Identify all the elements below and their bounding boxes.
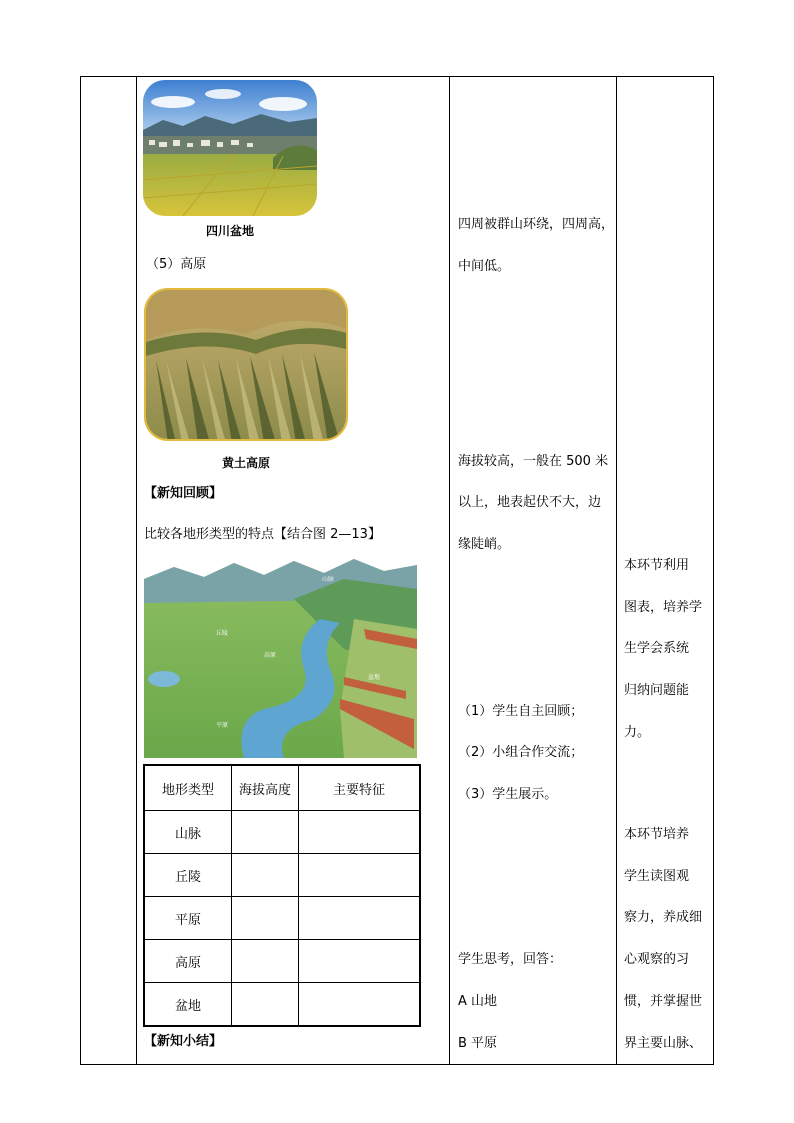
plateau-description: 以上，地表起伏不大，边 [458, 495, 602, 510]
map-label: 盆地 [368, 674, 381, 681]
table-cell [299, 854, 421, 897]
design-intent-line: 图表，培养学 [624, 600, 703, 615]
table-cell: 平原 [144, 897, 232, 940]
design-intent-line: 力。 [624, 725, 651, 740]
table-cell: 丘陵 [144, 854, 232, 897]
photo-caption: 黄土高原 [221, 456, 270, 470]
table-row [144, 897, 420, 940]
column-divider [449, 76, 450, 1065]
student-answer: A 山地 [458, 994, 498, 1009]
map-label: 丘陵 [216, 630, 229, 637]
photo-caption: 四川盆地 [205, 224, 254, 238]
landform-map [144, 559, 417, 758]
table-cell: 山脉 [144, 811, 232, 854]
design-intent-line: 生学会系统 [624, 641, 690, 656]
landform-comparison-table [143, 764, 421, 1027]
table-cell [232, 897, 299, 940]
activity-step: （2）小组合作交流； [458, 745, 584, 760]
design-intent-line: 察力，养成细 [624, 910, 703, 925]
activity-step: （3）学生展示。 [458, 787, 558, 802]
design-intent-line: 学生读图观 [624, 869, 690, 884]
plateau-description: 缘陡峭。 [458, 537, 511, 552]
table-cell [299, 897, 421, 940]
table-header-row [144, 765, 420, 811]
table-header: 主要特征 [299, 765, 421, 811]
map-label: 山脉 [322, 576, 335, 583]
table-header: 海拔高度 [232, 765, 299, 811]
basin-description: 中间低。 [458, 259, 511, 274]
section-heading-review: 【新知回顾】 [144, 486, 223, 501]
table-header: 地形类型 [144, 765, 232, 811]
table-row [144, 854, 420, 897]
table-cell [232, 811, 299, 854]
table-cell: 高原 [144, 940, 232, 983]
basin-description: 四周被群山环绕，四周高， [458, 217, 615, 232]
plateau-description: 海拔较高，一般在 500 米 [458, 454, 609, 469]
table-cell [232, 983, 299, 1027]
student-answer: B 平原 [458, 1036, 498, 1051]
design-intent-line: 归纳问题能 [624, 683, 690, 698]
table-cell [299, 940, 421, 983]
table-row [144, 811, 420, 854]
table-cell: 盆地 [144, 983, 232, 1027]
table-row [144, 940, 420, 983]
design-intent-line: 心观察的习 [624, 952, 690, 967]
section-heading-summary: 【新知小结】 [144, 1034, 223, 1049]
activity-step: （1）学生自主回顾； [458, 704, 584, 719]
table-cell [232, 854, 299, 897]
table-cell [232, 940, 299, 983]
column-divider [616, 76, 617, 1065]
design-intent-line: 本环节培养 [624, 827, 690, 842]
table-row [144, 983, 420, 1027]
table-cell [299, 811, 421, 854]
design-intent-line: 界主要山脉、 [624, 1036, 703, 1051]
map-label: 高原 [264, 652, 277, 659]
sichuan-basin-photo [143, 80, 317, 216]
compare-prompt: 比较各地形类型的特点【结合图 2—13】 [144, 527, 381, 542]
table-cell [299, 983, 421, 1027]
design-intent-line: 惯，并掌握世 [624, 994, 703, 1009]
section-heading-plateau: （5）高原 [146, 257, 207, 272]
column-divider [136, 76, 137, 1065]
design-intent-line: 本环节利用 [624, 558, 690, 573]
student-prompt: 学生思考，回答： [458, 952, 563, 967]
loess-plateau-photo [144, 288, 348, 441]
map-label: 平原 [216, 722, 229, 729]
